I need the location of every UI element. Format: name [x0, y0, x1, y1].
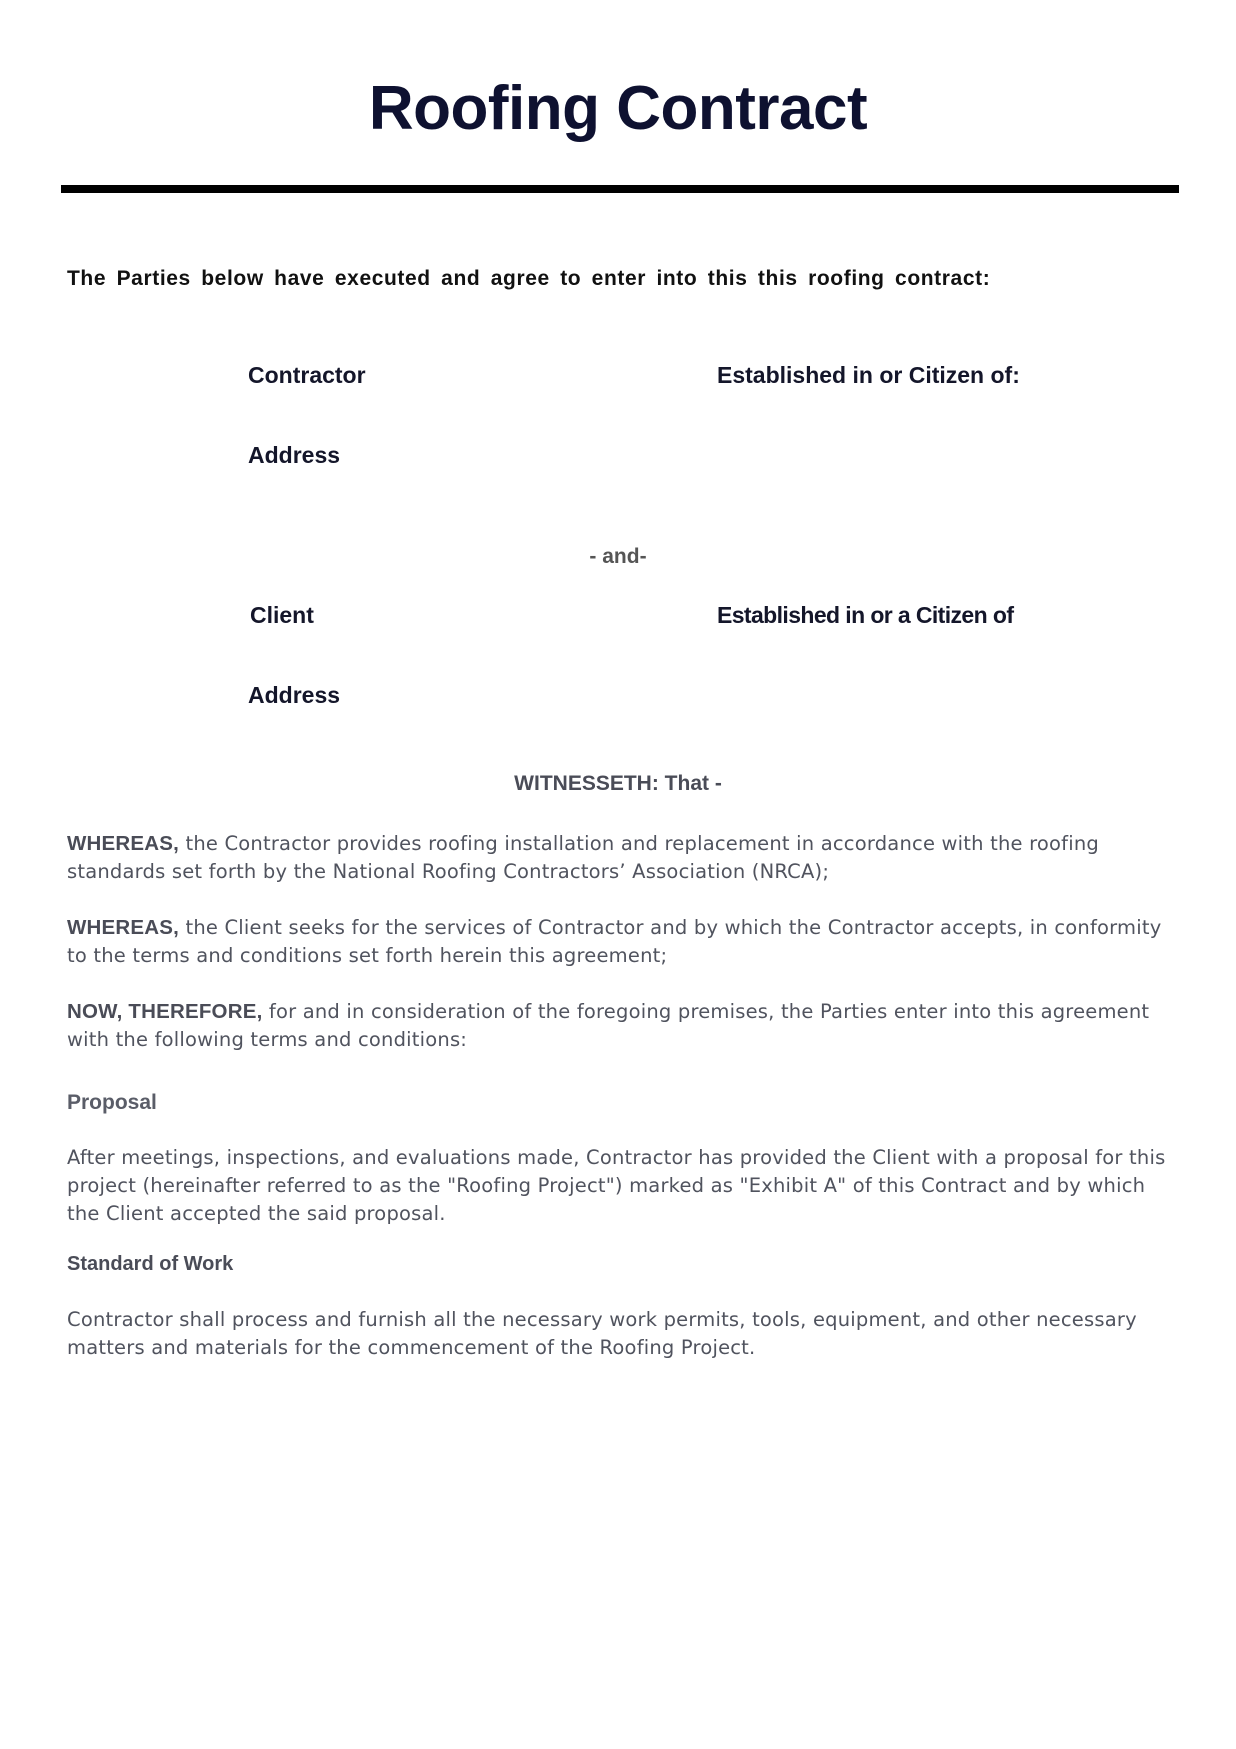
recital-text: the Contractor provides roofing installation and replacement in accordance with the roofing standards set forth by the National Roofing Contractors’ Association (NRCA); — [67, 832, 1099, 883]
recital-paragraph — [67, 914, 1177, 970]
section-heading-proposal: Proposal — [67, 1091, 157, 1114]
intro-statement: The Parties below have executed and agree to enter into this this roofing contract: — [67, 267, 991, 290]
parties-separator: - and- — [589, 545, 647, 568]
recital-lead: WHEREAS, — [67, 832, 180, 855]
client-established-label: Established in or a Citizen of — [717, 602, 1014, 628]
contractor-address-label: Address — [248, 442, 341, 468]
section-heading-standard-of-work: Standard of Work — [67, 1253, 234, 1275]
recital-lead: NOW, THEREFORE, — [67, 1000, 263, 1023]
title-divider — [61, 185, 1179, 193]
recital-text: the Client seeks for the services of Contractor and by which the Contractor accepts, in conformity to the terms and conditions set forth herein this agreement; — [67, 916, 1162, 967]
document-title: Roofing Contract — [368, 74, 868, 143]
recital-paragraph — [67, 830, 1177, 886]
recital-paragraph — [67, 998, 1177, 1054]
client-label: Client — [250, 602, 314, 628]
contractor-established-label: Established in or Citizen of: — [717, 362, 1020, 388]
recital-text: for and in consideration of the foregoing premises, the Parties enter into this agreement with the following terms and conditions: — [67, 1000, 1150, 1051]
recital-lead: WHEREAS, — [67, 916, 180, 939]
witnesseth-heading: WITNESSETH: That - — [514, 772, 722, 795]
section-body-standard-of-work: Contractor shall process and furnish all the necessary work permits, tools, equipment, and other necessary matters and materials for the commencement of the Roofing Project. — [67, 1308, 1137, 1359]
client-address-label: Address — [248, 682, 341, 708]
contractor-label: Contractor — [248, 362, 366, 388]
section-body-proposal: After meetings, inspections, and evaluations made, Contractor has provided the Client with a proposal for this project (hereinafter referred to as the "Roofing Project") marked as "Exhibit A" of this Contract and by which the Client accepted the said proposal. — [67, 1146, 1166, 1225]
